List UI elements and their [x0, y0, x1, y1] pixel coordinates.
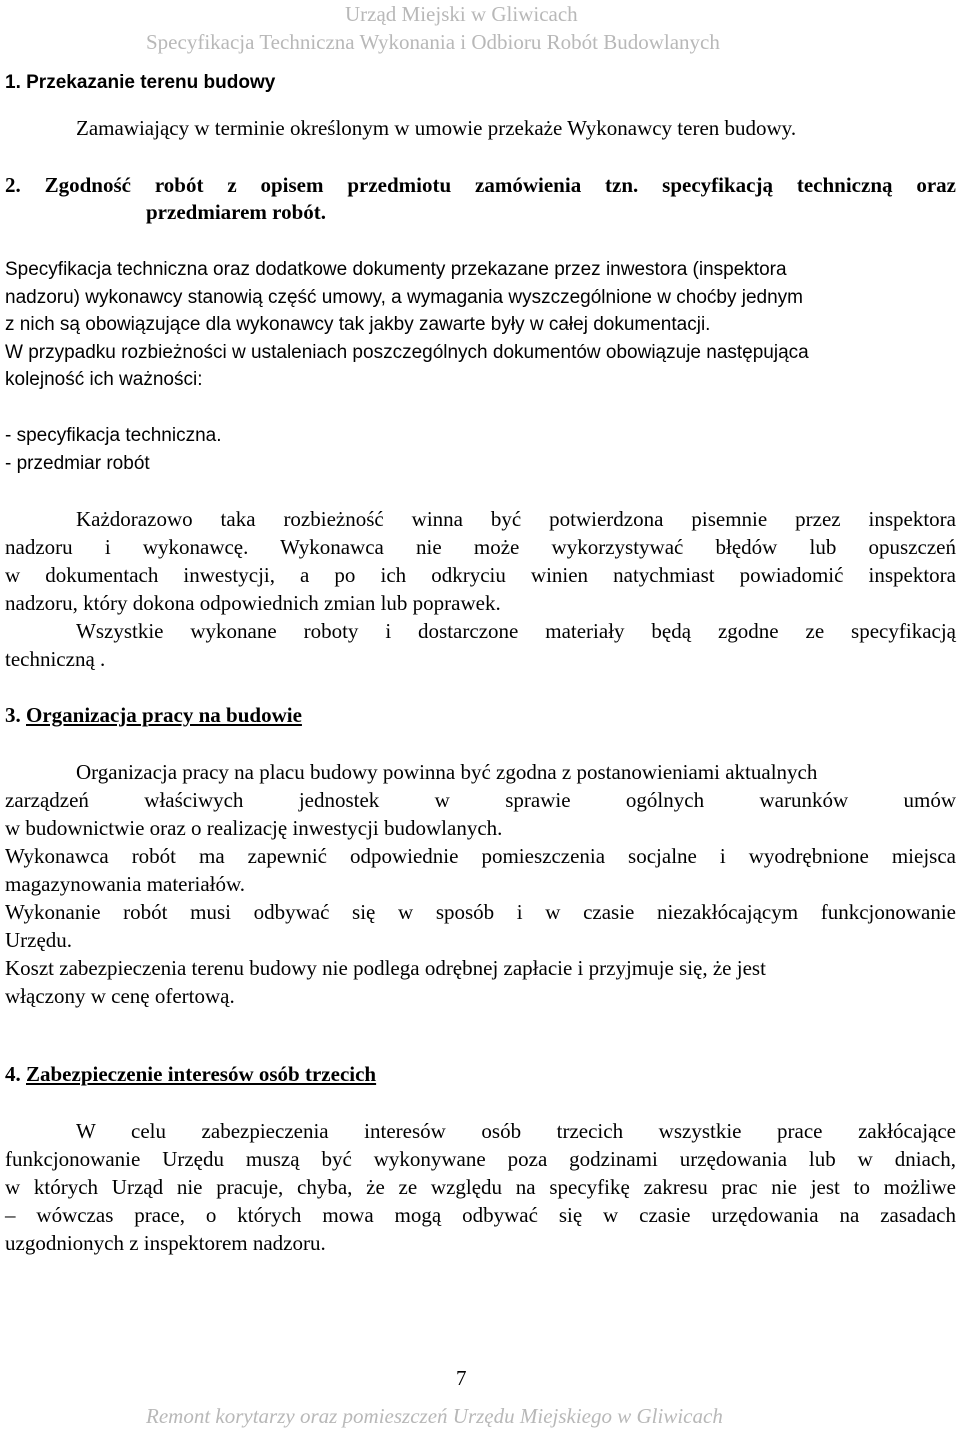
- paragraph-line: Wykonanie robót musi odbywać się w sposób i w czasie niezakłócającym funkcjonowanie: [5, 900, 956, 924]
- paragraph-line: Koszt zabezpieczenia terenu budowy nie podlega odrębnej zapłacie i przyjmuje się, że jest: [5, 956, 766, 980]
- paragraph-line: w budownictwie oraz o realizację inwestycji budowlanych.: [5, 816, 503, 840]
- paragraph-line: nadzoru, który dokona odpowiednich zmian lub poprawek.: [5, 591, 501, 615]
- section-3-paragraphs: [5, 758, 956, 1010]
- list-item: - specyfikacja techniczna.: [5, 425, 222, 446]
- paragraph-line: magazynowania materiałów.: [5, 872, 246, 896]
- section-4-title: [5, 1062, 376, 1087]
- section-2-title-text: 2. Zgodność robót z opisem przedmiotu zamówienia tzn. specyfikacją techniczną oraz: [5, 173, 956, 197]
- paragraph-line: kolejność ich ważności:: [5, 369, 203, 390]
- header-office: Urząd Miejski w Gliwicach: [345, 2, 578, 26]
- paragraph-line: w dokumentach inwestycji, a po ich odkryciu winien natychmiast powiadomić inspektora: [5, 563, 956, 587]
- paragraph-line: Urzędu.: [5, 928, 73, 952]
- paragraph-line: W celu zabezpieczenia interesów osób trzecich wszystkie prace zakłócające: [76, 1119, 956, 1143]
- paragraph-line: techniczną .: [5, 647, 106, 671]
- paragraph-line: W przypadku rozbieżności w ustaleniach poszczególnych dokumentów obowiązuje następująca: [5, 341, 809, 363]
- priority-list: [5, 422, 222, 478]
- paragraph-line: – wówczas prace, o których mowa mogą odbywać się w czasie urzędowania na zasadach: [5, 1203, 956, 1227]
- section-4-paragraph: [5, 1117, 956, 1257]
- section-2-paragraph-3: [5, 505, 956, 673]
- list-item: - przedmiar robót: [5, 453, 150, 474]
- section-2-title: [5, 173, 956, 198]
- page-number: 7: [456, 1366, 467, 1390]
- section-4-heading: Zabezpieczenie interesów osób trzecich: [26, 1062, 377, 1086]
- paragraph-line: nadzoru) wykonawcy stanowią część umowy, a wymagania wyszczególnione w choćby jednym: [5, 286, 803, 308]
- section-1-text: Zamawiający w terminie określonym w umowie przekaże Wykonawcy teren budowy.: [76, 116, 797, 140]
- section-4-number: 4.: [5, 1062, 26, 1086]
- paragraph-line: z nich są obowiązujące dla wykonawcy tak jakby zawarte były w całej dokumentacji.: [5, 314, 711, 335]
- paragraph-line: Wykonawca robót ma zapewnić odpowiednie pomieszczenia socjalne i wyodrębnione miejsca: [5, 844, 956, 868]
- section-3-number: 3.: [5, 703, 26, 727]
- section-3-title: [5, 703, 302, 728]
- paragraph-line: funkcjonowanie Urzędu muszą być wykonywane poza godzinami urzędowania lub w dniach,: [5, 1147, 956, 1171]
- page-footer: Remont korytarzy oraz pomieszczeń Urzędu Miejskiego w Gliwicach: [146, 1404, 723, 1428]
- section-2-title-line1: [5, 173, 956, 198]
- paragraph-line: uzgodnionych z inspektorem nadzoru.: [5, 1231, 326, 1255]
- paragraph-line: Każdorazowo taka rozbieżność winna być potwierdzona pisemnie przez inspektora: [76, 507, 956, 531]
- paragraph-line: Wszystkie wykonane roboty i dostarczone materiały będą zgodne ze specyfikacją: [76, 619, 956, 643]
- section-3-heading: Organizacja pracy na budowie: [26, 703, 302, 727]
- paragraph-line: Specyfikacja techniczna oraz dodatkowe dokumenty przekazane przez inwestora (inspektora: [5, 259, 787, 280]
- section-1-title: 1. Przekazanie terenu budowy: [5, 72, 276, 93]
- paragraph-line: zarządzeń właściwych jednostek w sprawie ogólnych warunków umów: [5, 788, 956, 812]
- paragraph-line: nadzoru i wykonawcę. Wykonawca nie może wykorzystywać błędów lub opuszczeń: [5, 535, 956, 559]
- paragraph-line: Organizacja pracy na placu budowy powinna być zgodna z postanowieniami aktualnych: [76, 760, 818, 784]
- paragraph-line: włączony w cenę ofertową.: [5, 984, 235, 1008]
- paragraph-line: w których Urząd nie pracuje, chyba, że ze względu na specyfikę zakresu prac nie jest to możliwe: [5, 1175, 956, 1199]
- section-2-title-line2: przedmiarem robót.: [146, 200, 327, 224]
- header-spec-title: Specyfikacja Techniczna Wykonania i Odbioru Robót Budowlanych: [146, 30, 720, 54]
- section-2-paragraph-1: [5, 256, 956, 394]
